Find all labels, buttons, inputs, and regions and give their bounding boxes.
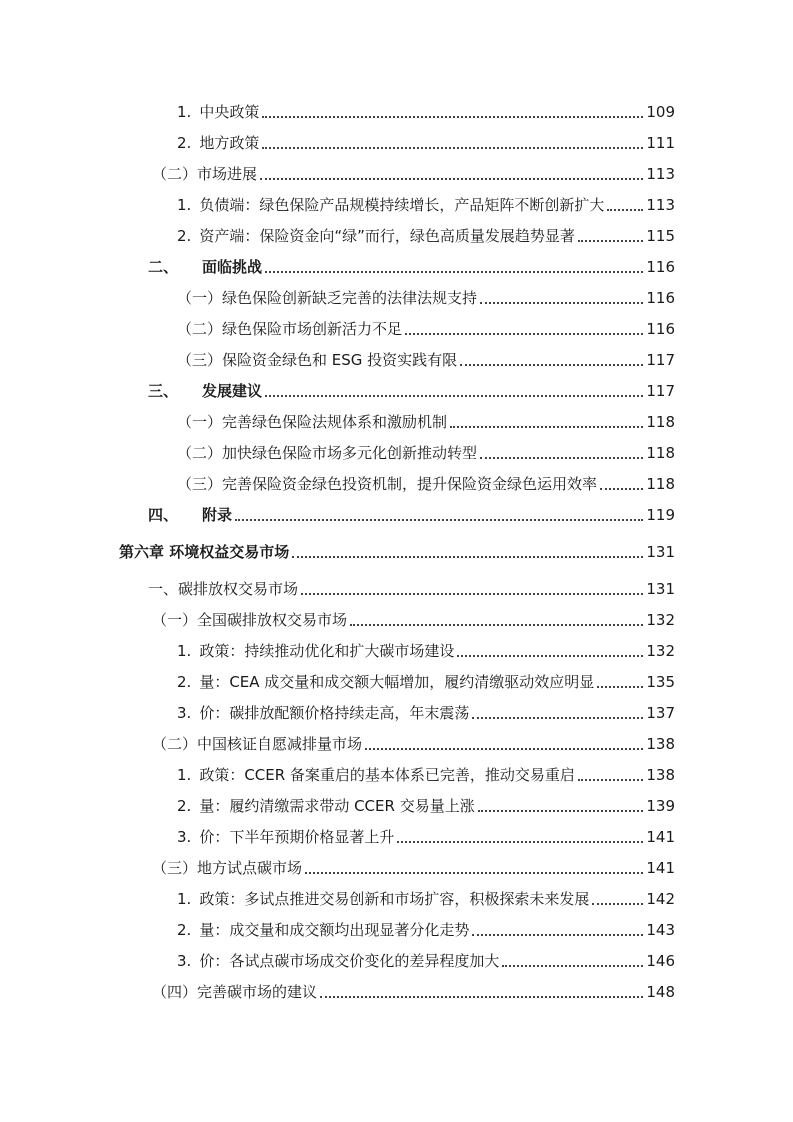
entry-page-number: 117 (646, 382, 675, 400)
entry-number: 3. (177, 828, 192, 846)
toc-entry[interactable] (0, 128, 675, 154)
entry-page-number: 137 (646, 704, 675, 722)
leader-dots (592, 881, 643, 905)
entry-page-number: 141 (646, 859, 675, 877)
leader-dots (235, 497, 643, 521)
entry-title: 地方政策 (199, 134, 260, 152)
toc-entry[interactable] (0, 97, 675, 123)
entry-title: 价：下半年预期价格显著上升 (199, 828, 395, 846)
entry-title: （三）保险资金绿色和 ESG 投资实践有限 (177, 351, 458, 369)
entry-title: （二）加快绿色保险市场多元化创新推动转型 (177, 444, 478, 462)
entry-number: 2. (177, 673, 192, 691)
entry-title: （三）完善保险资金绿色投资机制，提升保险资金绿色运用效率 (177, 475, 598, 493)
leader-dots (472, 695, 643, 719)
entry-page-number: 113 (646, 196, 675, 214)
leader-dots (607, 187, 643, 211)
toc-entry[interactable] (0, 252, 675, 278)
leader-dots (502, 943, 643, 967)
toc-entry[interactable] (0, 314, 675, 340)
entry-title: （一）全国碳排放权交易市场 (152, 611, 348, 629)
toc-entry[interactable] (0, 221, 675, 247)
entry-number: 1. (177, 766, 192, 784)
entry-number: 1. (177, 642, 192, 660)
entry-page-number: 138 (646, 735, 675, 753)
toc-entry[interactable] (0, 822, 675, 848)
toc-entry[interactable] (0, 791, 675, 817)
leader-dots (350, 602, 643, 626)
leader-dots (262, 125, 643, 149)
toc-entry[interactable] (0, 605, 675, 631)
entry-page-number: 113 (646, 165, 675, 183)
entry-page-number: 146 (646, 952, 675, 970)
entry-title: 资产端：保险资金向“绿”而行，绿色高质量发展趋势显著 (199, 227, 575, 245)
entry-title: 政策：多试点推进交易创新和市场扩容，积极探索未来发展 (199, 890, 590, 908)
chapter-title: 第六章 环境权益交易市场 (119, 543, 290, 561)
entry-page-number: 131 (646, 580, 675, 598)
entry-title: 量：履约清缴需求带动 CCER 交易量上涨 (199, 797, 475, 815)
toc-entry[interactable] (0, 500, 675, 526)
entry-title: 面临挑战 (202, 258, 263, 276)
leader-dots (301, 571, 643, 595)
leader-dots (450, 404, 643, 428)
leader-dots (457, 633, 643, 657)
leader-dots (460, 342, 643, 366)
toc-entry[interactable] (0, 190, 675, 216)
entry-number: 3. (177, 952, 192, 970)
toc-entry[interactable] (0, 159, 675, 185)
entry-page-number: 116 (646, 258, 675, 276)
entry-page-number: 118 (646, 444, 675, 462)
entry-page-number: 135 (646, 673, 675, 691)
leader-dots (397, 819, 643, 843)
toc-chapter-entry[interactable] (0, 537, 675, 563)
entry-number: 二、 (148, 258, 179, 276)
entry-title: 政策：CCER 备案重启的基本体系已完善，推动交易重启 (199, 766, 575, 784)
leader-dots (578, 757, 643, 781)
toc-entry[interactable] (0, 915, 675, 941)
entry-page-number: 143 (646, 921, 675, 939)
leader-dots (365, 726, 643, 750)
entry-number: 3. (177, 704, 192, 722)
entry-title: 发展建议 (202, 382, 263, 400)
entry-title: 政策：持续推动优化和扩大碳市场建设 (199, 642, 455, 660)
entry-page-number: 115 (646, 227, 675, 245)
entry-number: 2. (177, 797, 192, 815)
leader-dots (472, 912, 643, 936)
entry-page-number: 109 (646, 103, 675, 121)
leader-dots (480, 435, 643, 459)
entry-title: 中央政策 (199, 103, 260, 121)
entry-page-number: 116 (646, 289, 675, 307)
leader-dots (405, 311, 643, 335)
entry-page-number: 118 (646, 475, 675, 493)
entry-page-number: 138 (646, 766, 675, 784)
leader-dots (260, 156, 643, 180)
entry-title: （二）绿色保险市场创新活力不足 (177, 320, 403, 338)
entry-title: （四）完善碳市场的建议 (152, 983, 318, 1001)
entry-page-number: 141 (646, 828, 675, 846)
leader-dots (265, 373, 643, 397)
toc-entry[interactable] (0, 698, 675, 724)
entry-page-number: 132 (646, 642, 675, 660)
toc-entry[interactable] (0, 667, 675, 693)
entry-title: 负债端：绿色保险产品规模持续增长，产品矩阵不断创新扩大 (199, 196, 605, 214)
leader-dots (320, 974, 643, 998)
entry-page-number: 117 (646, 351, 675, 369)
entry-page-number: 118 (646, 413, 675, 431)
leader-dots (292, 534, 643, 558)
toc-entry[interactable] (0, 636, 675, 662)
entry-number: 三、 (148, 382, 179, 400)
toc-entry[interactable] (0, 438, 675, 464)
toc-entry[interactable] (0, 376, 675, 402)
entry-page-number: 148 (646, 983, 675, 1001)
entry-number: 1. (177, 890, 192, 908)
entry-title: （二）市场进展 (152, 165, 258, 183)
entry-title: 量：成交量和成交额均出现显著分化走势 (199, 921, 470, 939)
toc-entry[interactable] (0, 574, 675, 600)
toc-entry[interactable] (0, 729, 675, 755)
entry-page-number: 142 (646, 890, 675, 908)
entry-title: 附录 (202, 506, 233, 524)
toc-entry[interactable] (0, 345, 675, 371)
entry-number: 四、 (148, 506, 179, 524)
toc-entry[interactable] (0, 283, 675, 309)
entry-page-number: 111 (646, 134, 675, 152)
toc-entry[interactable] (0, 760, 675, 786)
entry-page-number: 119 (646, 506, 675, 524)
entry-page-number: 139 (646, 797, 675, 815)
leader-dots (305, 850, 643, 874)
leader-dots (600, 466, 643, 490)
toc-entry[interactable] (0, 853, 675, 879)
entry-number: 2. (177, 227, 192, 245)
entry-title: 价：各试点碳市场成交价变化的差异程度加大 (199, 952, 500, 970)
entry-page-number: 131 (646, 543, 675, 561)
toc-entry[interactable] (0, 884, 675, 910)
leader-dots (262, 94, 643, 118)
entry-title: （一）绿色保险创新缺乏完善的法律法规支持 (177, 289, 478, 307)
entry-number: 2. (177, 134, 192, 152)
entry-title: 量：CEA 成交量和成交额大幅增加，履约清缴驱动效应明显 (199, 673, 595, 691)
entry-number: 2. (177, 921, 192, 939)
entry-title: （一）完善绿色保险法规体系和激励机制 (177, 413, 448, 431)
leader-dots (597, 664, 643, 688)
entry-number: 1. (177, 196, 192, 214)
leader-dots (480, 280, 643, 304)
leader-dots (578, 218, 644, 242)
entry-title: 一、碳排放权交易市场 (148, 580, 299, 598)
toc-entry[interactable] (0, 469, 675, 495)
entry-title: （三）地方试点碳市场 (152, 859, 303, 877)
entry-page-number: 132 (646, 611, 675, 629)
entry-title: （二）中国核证自愿减排量市场 (152, 735, 363, 753)
toc-entry[interactable] (0, 946, 675, 972)
entry-page-number: 116 (646, 320, 675, 338)
leader-dots (265, 249, 643, 273)
toc-entry[interactable] (0, 407, 675, 433)
entry-number: 1. (177, 103, 192, 121)
entry-title: 价：碳排放配额价格持续走高，年末震荡 (199, 704, 470, 722)
toc-entry[interactable] (0, 977, 675, 1003)
leader-dots (478, 788, 644, 812)
